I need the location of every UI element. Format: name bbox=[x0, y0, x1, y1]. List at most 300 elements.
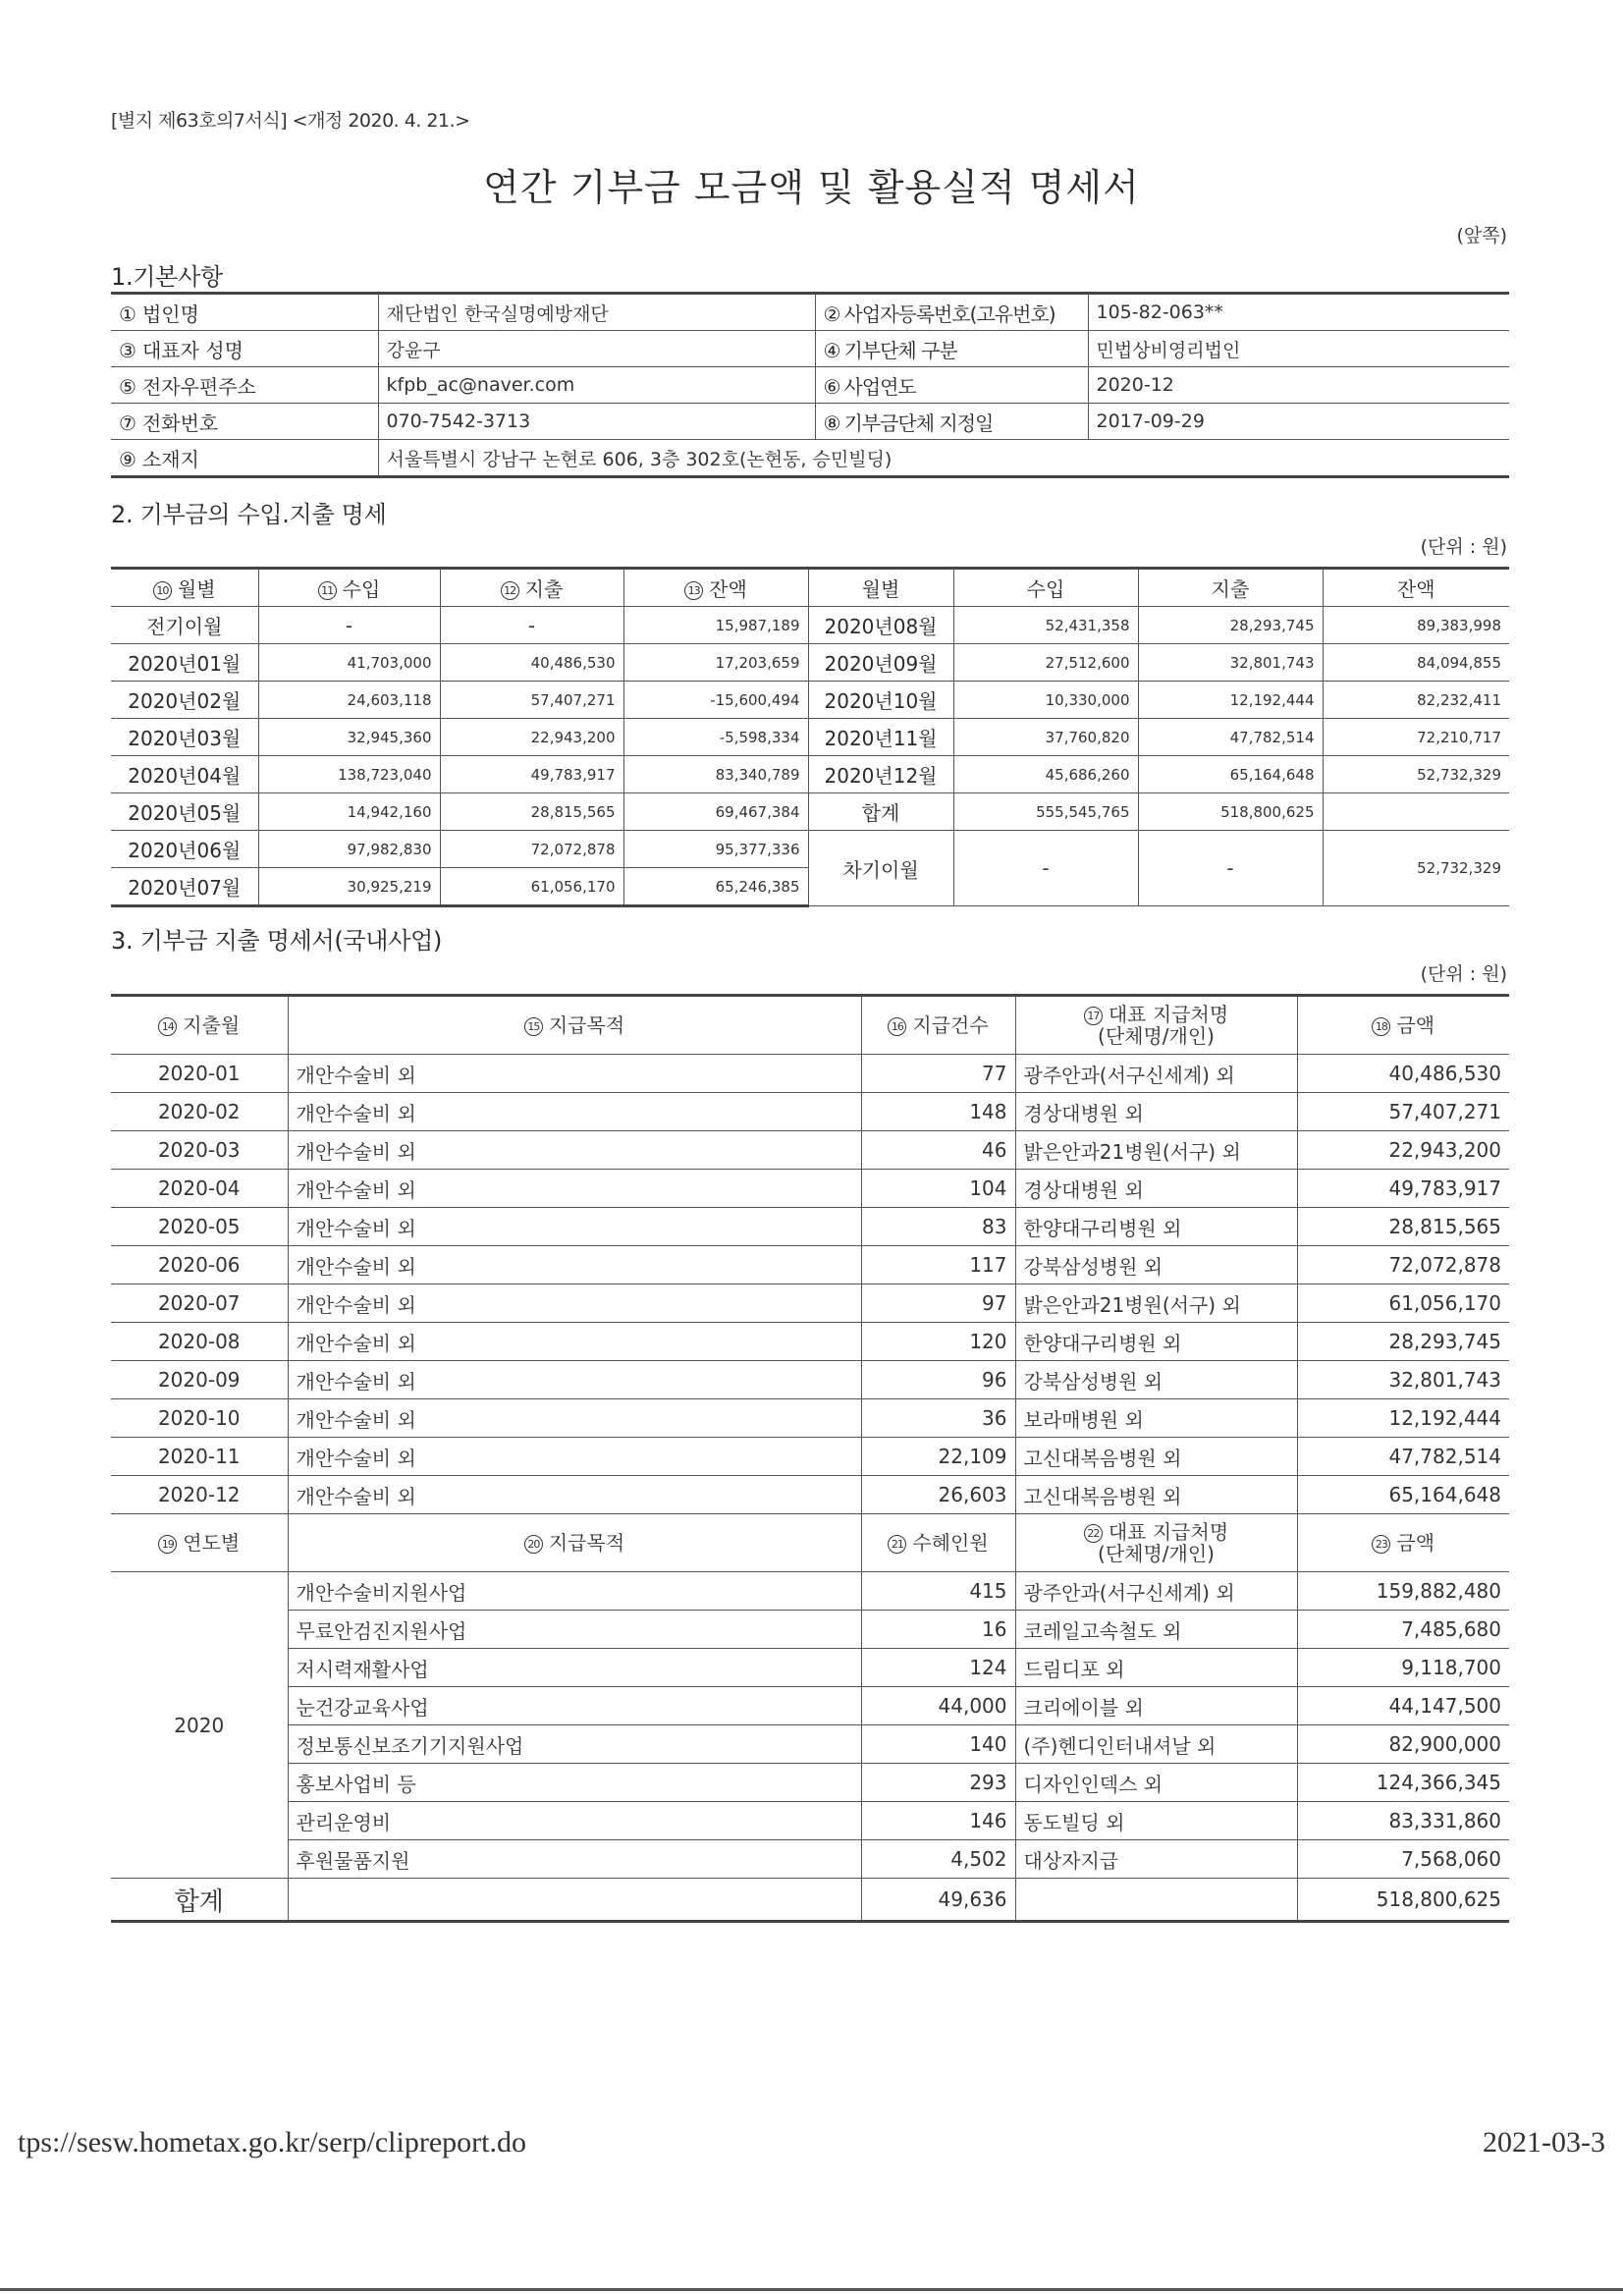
bottom-rule bbox=[0, 2288, 1623, 2291]
payee-cell: 한양대구리병원 외 bbox=[1015, 1208, 1297, 1246]
label-text: 잔액 bbox=[709, 577, 747, 601]
count-cell: 104 bbox=[861, 1170, 1015, 1208]
circled-number: 10 bbox=[153, 581, 172, 600]
month-cell: 2020-10 bbox=[111, 1399, 288, 1438]
label-text: 수입 bbox=[342, 577, 381, 601]
total-label: 합계 bbox=[111, 1879, 288, 1922]
payee-cell: 고신대복음병원 외 bbox=[1015, 1476, 1297, 1514]
column-header bbox=[258, 569, 440, 607]
expense-cell: 28,293,745 bbox=[1138, 607, 1323, 644]
amount-cell: 65,164,648 bbox=[1297, 1476, 1509, 1514]
payee-cell: 강북삼성병원 외 bbox=[1015, 1361, 1297, 1399]
header-line bbox=[1024, 1004, 1289, 1025]
balance-cell: 17,203,659 bbox=[623, 644, 808, 682]
section3-title: 3. 기부금 지출 명세서(국내사업) bbox=[111, 927, 443, 955]
header-row bbox=[111, 569, 1509, 607]
table-row bbox=[111, 682, 1509, 719]
purpose-cell: 개안수술비지원사업 bbox=[288, 1572, 861, 1611]
label-text: 수입 bbox=[1026, 577, 1065, 601]
table-row bbox=[111, 1802, 1509, 1840]
field-value: 2020-12 bbox=[1088, 367, 1509, 404]
count-cell: 120 bbox=[861, 1323, 1015, 1361]
table-row bbox=[111, 1093, 1509, 1131]
header-subtext: (단체명/개인) bbox=[1098, 1024, 1215, 1048]
purpose-cell: 개안수술비 외 bbox=[288, 1246, 861, 1285]
month-cell: 전기이월 bbox=[111, 607, 258, 644]
month-cell: 합계 bbox=[808, 793, 953, 831]
count-cell: 22,109 bbox=[861, 1438, 1015, 1476]
circled-number: 11 bbox=[318, 581, 337, 600]
field-label bbox=[815, 367, 1088, 404]
income-cell: - bbox=[258, 607, 440, 644]
field-number: ⑨ bbox=[119, 447, 136, 471]
page-side-label: (앞쪽) bbox=[1456, 225, 1507, 246]
column-header bbox=[1323, 569, 1509, 607]
month-cell: 2020년09월 bbox=[808, 644, 953, 682]
label-text: 수혜인원 bbox=[912, 1531, 989, 1555]
label-text: 사업연도 bbox=[843, 374, 916, 399]
month-cell: 2020-11 bbox=[111, 1438, 288, 1476]
purpose-cell: 개안수술비 외 bbox=[288, 1476, 861, 1514]
income-cell: 27,512,600 bbox=[953, 644, 1138, 682]
count-cell: 16 bbox=[861, 1611, 1015, 1649]
circled-number: 21 bbox=[888, 1535, 906, 1554]
count-cell: 4,502 bbox=[861, 1840, 1015, 1879]
circled-number: 20 bbox=[524, 1535, 543, 1554]
amount-cell: 9,118,700 bbox=[1297, 1649, 1509, 1687]
circled-number: 19 bbox=[158, 1535, 177, 1554]
month-cell: 2020-05 bbox=[111, 1208, 288, 1246]
table-row bbox=[111, 1572, 1509, 1611]
month-cell: 2020년04월 bbox=[111, 756, 258, 793]
income-cell: - bbox=[953, 831, 1138, 906]
purpose-cell: 홍보사업비 등 bbox=[288, 1764, 861, 1802]
count-cell: 146 bbox=[861, 1802, 1015, 1840]
expense-cell: - bbox=[1138, 831, 1323, 906]
purpose-cell: 개안수술비 외 bbox=[288, 1438, 861, 1476]
count-cell: 148 bbox=[861, 1093, 1015, 1131]
table-row bbox=[111, 1285, 1509, 1323]
field-label bbox=[111, 294, 378, 331]
payee-cell: 보라매병원 외 bbox=[1015, 1399, 1297, 1438]
table-row bbox=[111, 1323, 1509, 1361]
amount-cell: 7,485,680 bbox=[1297, 1611, 1509, 1649]
total-payee-empty bbox=[1015, 1879, 1297, 1922]
month-cell: 2020년02월 bbox=[111, 682, 258, 719]
table-row bbox=[111, 607, 1509, 644]
field-number: ⑧ bbox=[823, 410, 840, 435]
header-line bbox=[119, 1532, 280, 1554]
amount-cell: 61,056,170 bbox=[1297, 1285, 1509, 1323]
purpose-cell: 정보통신보조기기지원사업 bbox=[288, 1725, 861, 1764]
table-row bbox=[111, 1840, 1509, 1879]
purpose-cell: 개안수술비 외 bbox=[288, 1055, 861, 1093]
column-header bbox=[1015, 1514, 1297, 1572]
amount-cell: 40,486,530 bbox=[1297, 1055, 1509, 1093]
column-header bbox=[111, 1514, 288, 1572]
table-row bbox=[111, 1725, 1509, 1764]
month-cell: 2020-09 bbox=[111, 1361, 288, 1399]
field-number: ⑥ bbox=[823, 374, 840, 399]
table-row bbox=[111, 793, 1509, 831]
circled-number: 23 bbox=[1372, 1535, 1390, 1554]
section2-unit: (단위 : 원) bbox=[1420, 536, 1507, 558]
carry-forward-label: 차기이월 bbox=[808, 831, 953, 906]
info-row bbox=[111, 331, 1509, 367]
expense-cell: 12,192,444 bbox=[1138, 682, 1323, 719]
section2-title: 2. 기부금의 수입.지출 명세 bbox=[111, 501, 387, 528]
payee-cell: 드림디포 외 bbox=[1015, 1649, 1297, 1687]
field-number: ① bbox=[119, 301, 136, 326]
month-cell: 2020-03 bbox=[111, 1131, 288, 1170]
field-label bbox=[111, 404, 378, 440]
info-row bbox=[111, 367, 1509, 404]
field-label bbox=[815, 331, 1088, 367]
circled-number: 16 bbox=[888, 1017, 906, 1036]
amount-cell: 57,407,271 bbox=[1297, 1093, 1509, 1131]
field-number: ⑦ bbox=[119, 410, 136, 435]
purpose-cell: 무료안검진지원사업 bbox=[288, 1611, 861, 1649]
month-cell: 2020-08 bbox=[111, 1323, 288, 1361]
field-value: 105-82-063** bbox=[1088, 294, 1509, 331]
column-header bbox=[440, 569, 623, 607]
field-number: ② bbox=[823, 301, 840, 326]
amount-cell: 47,782,514 bbox=[1297, 1438, 1509, 1476]
form-number: [별지 제63호의7서식] <개정 2020. 4. 21.> bbox=[111, 110, 470, 132]
header-line bbox=[1024, 1521, 1289, 1543]
expense-cell: 518,800,625 bbox=[1138, 793, 1323, 831]
expense-cell: 47,782,514 bbox=[1138, 719, 1323, 756]
income-cell: 138,723,040 bbox=[258, 756, 440, 793]
column-header bbox=[953, 569, 1138, 607]
address-row bbox=[111, 440, 1509, 477]
payee-cell: 크리에이블 외 bbox=[1015, 1687, 1297, 1725]
label-text: 월별 bbox=[177, 577, 216, 601]
label-text: 금액 bbox=[1396, 1531, 1435, 1555]
field-label bbox=[815, 404, 1088, 440]
label-text: 금액 bbox=[1396, 1013, 1435, 1037]
count-cell: 117 bbox=[861, 1246, 1015, 1285]
field-number: ④ bbox=[823, 338, 840, 362]
header-line bbox=[297, 1532, 853, 1554]
payee-cell: 고신대복음병원 외 bbox=[1015, 1438, 1297, 1476]
field-value: 2017-09-29 bbox=[1088, 404, 1509, 440]
field-value: 강윤구 bbox=[378, 331, 815, 367]
balance-cell bbox=[1323, 793, 1509, 831]
count-cell: 26,603 bbox=[861, 1476, 1015, 1514]
income-cell: 24,603,118 bbox=[258, 682, 440, 719]
field-value: kfpb_ac@naver.com bbox=[378, 367, 815, 404]
label-text: 지출월 bbox=[183, 1013, 241, 1037]
footer-url: tps://sesw.hometax.go.kr/serp/clipreport.do bbox=[18, 2126, 526, 2159]
column-header bbox=[111, 569, 258, 607]
month-cell: 2020년12월 bbox=[808, 756, 953, 793]
payee-cell: 광주안과(서구신세계) 외 bbox=[1015, 1055, 1297, 1093]
expense-cell: 57,407,271 bbox=[440, 682, 623, 719]
table-row bbox=[111, 1399, 1509, 1438]
income-cell: 30,925,219 bbox=[258, 868, 440, 906]
circled-number: 12 bbox=[501, 581, 519, 600]
header-line bbox=[297, 1014, 853, 1036]
circled-number: 14 bbox=[158, 1017, 177, 1036]
field-number: ⑤ bbox=[119, 374, 136, 399]
label-text: 월별 bbox=[861, 577, 900, 601]
label-text: 기부금단체 지정일 bbox=[843, 410, 994, 435]
column-header bbox=[623, 569, 808, 607]
payee-cell: (주)헨디인터내셔날 외 bbox=[1015, 1725, 1297, 1764]
payee-cell: 강북삼성병원 외 bbox=[1015, 1246, 1297, 1285]
field-value: 재단법인 한국실명예방재단 bbox=[378, 294, 815, 331]
circled-number: 17 bbox=[1084, 1007, 1103, 1025]
payee-cell: 디자인인덱스 외 bbox=[1015, 1764, 1297, 1802]
payee-cell: 광주안과(서구신세계) 외 bbox=[1015, 1572, 1297, 1611]
table-row bbox=[111, 1764, 1509, 1802]
circled-number: 22 bbox=[1084, 1524, 1103, 1543]
table-row bbox=[111, 1361, 1509, 1399]
payee-cell: 밝은안과21병원(서구) 외 bbox=[1015, 1285, 1297, 1323]
payee-cell: 한양대구리병원 외 bbox=[1015, 1323, 1297, 1361]
amount-cell: 44,147,500 bbox=[1297, 1687, 1509, 1725]
header-line bbox=[119, 1014, 280, 1036]
amount-cell: 72,072,878 bbox=[1297, 1246, 1509, 1285]
count-cell: 97 bbox=[861, 1285, 1015, 1323]
month-cell: 2020년08월 bbox=[808, 607, 953, 644]
table-row bbox=[111, 1131, 1509, 1170]
header-line bbox=[1306, 1532, 1502, 1554]
month-cell: 2020년05월 bbox=[111, 793, 258, 831]
circled-number: 18 bbox=[1372, 1017, 1390, 1036]
expense-cell: 61,056,170 bbox=[440, 868, 623, 906]
count-cell: 293 bbox=[861, 1764, 1015, 1802]
purpose-cell: 관리운영비 bbox=[288, 1802, 861, 1840]
month-cell: 2020-06 bbox=[111, 1246, 288, 1285]
field-number: ③ bbox=[119, 338, 136, 362]
month-cell: 2020년03월 bbox=[111, 719, 258, 756]
income-cell: 41,703,000 bbox=[258, 644, 440, 682]
label-text: 지출 bbox=[1211, 577, 1250, 601]
balance-cell: 82,232,411 bbox=[1323, 682, 1509, 719]
header-row bbox=[111, 1514, 1509, 1572]
label-text: 전화번호 bbox=[141, 410, 219, 435]
header-line bbox=[1306, 1014, 1502, 1036]
balance-cell: 52,732,329 bbox=[1323, 831, 1509, 906]
count-cell: 36 bbox=[861, 1399, 1015, 1438]
income-cell: 37,760,820 bbox=[953, 719, 1138, 756]
basic-info-table bbox=[111, 292, 1509, 478]
count-cell: 46 bbox=[861, 1131, 1015, 1170]
section3-unit: (단위 : 원) bbox=[1420, 963, 1507, 985]
column-header bbox=[1297, 1514, 1509, 1572]
income-cell: 52,431,358 bbox=[953, 607, 1138, 644]
payee-cell: 코레일고속철도 외 bbox=[1015, 1611, 1297, 1649]
purpose-cell: 개안수술비 외 bbox=[288, 1323, 861, 1361]
circled-number: 13 bbox=[684, 581, 703, 600]
income-cell: 555,545,765 bbox=[953, 793, 1138, 831]
table-row bbox=[111, 1611, 1509, 1649]
total-amount: 518,800,625 bbox=[1297, 1879, 1509, 1922]
balance-cell: -15,600,494 bbox=[623, 682, 808, 719]
label-text: 사업자등록번호(고유번호) bbox=[843, 301, 1055, 326]
expense-cell: 65,164,648 bbox=[1138, 756, 1323, 793]
balance-cell: 65,246,385 bbox=[623, 868, 808, 906]
label-text: 대표 지급처명 bbox=[1108, 1003, 1229, 1026]
label-text: 기부단체 구분 bbox=[843, 338, 957, 362]
field-label bbox=[111, 331, 378, 367]
column-header bbox=[861, 996, 1015, 1055]
amount-cell: 49,783,917 bbox=[1297, 1170, 1509, 1208]
purpose-cell: 개안수술비 외 bbox=[288, 1399, 861, 1438]
purpose-cell: 개안수술비 외 bbox=[288, 1131, 861, 1170]
payee-cell: 경상대병원 외 bbox=[1015, 1170, 1297, 1208]
purpose-cell: 저시력재활사업 bbox=[288, 1649, 861, 1687]
income-cell: 32,945,360 bbox=[258, 719, 440, 756]
document-title: 연간 기부금 모금액 및 활용실적 명세서 bbox=[483, 166, 1140, 209]
payee-cell: 대상자지급 bbox=[1015, 1840, 1297, 1879]
label-text: 법인명 bbox=[141, 301, 199, 326]
table-row bbox=[111, 1687, 1509, 1725]
table-row bbox=[111, 719, 1509, 756]
table-row bbox=[111, 1476, 1509, 1514]
column-header bbox=[288, 996, 861, 1055]
table-row bbox=[111, 644, 1509, 682]
expense-cell: 40,486,530 bbox=[440, 644, 623, 682]
month-cell: 2020-02 bbox=[111, 1093, 288, 1131]
label-text: 지급건수 bbox=[912, 1013, 989, 1037]
column-header bbox=[1297, 996, 1509, 1055]
table-row bbox=[111, 756, 1509, 793]
purpose-cell: 개안수술비 외 bbox=[288, 1170, 861, 1208]
amount-cell: 32,801,743 bbox=[1297, 1361, 1509, 1399]
income-cell: 45,686,260 bbox=[953, 756, 1138, 793]
column-header bbox=[808, 569, 953, 607]
amount-cell: 159,882,480 bbox=[1297, 1572, 1509, 1611]
purpose-cell: 개안수술비 외 bbox=[288, 1361, 861, 1399]
table-row bbox=[111, 1246, 1509, 1285]
footer-date: 2021-03-3 bbox=[1483, 2126, 1605, 2159]
balance-cell: 95,377,336 bbox=[623, 831, 808, 868]
balance-cell: 83,340,789 bbox=[623, 756, 808, 793]
table-row bbox=[111, 1208, 1509, 1246]
header-line bbox=[870, 1532, 1007, 1554]
total-row bbox=[111, 1879, 1509, 1922]
column-header bbox=[288, 1514, 861, 1572]
table-row bbox=[111, 1170, 1509, 1208]
field-value: 민법상비영리법인 bbox=[1088, 331, 1509, 367]
count-cell: 96 bbox=[861, 1361, 1015, 1399]
balance-cell: -5,598,334 bbox=[623, 719, 808, 756]
month-cell: 2020-12 bbox=[111, 1476, 288, 1514]
income-expense-table bbox=[111, 567, 1509, 907]
field-label bbox=[111, 367, 378, 404]
header-subtext: (단체명/개인) bbox=[1098, 1542, 1215, 1565]
total-count: 49,636 bbox=[861, 1879, 1015, 1922]
purpose-cell: 개안수술비 외 bbox=[288, 1285, 861, 1323]
address-value: 서울특별시 강남구 논현로 606, 3층 302호(논현동, 승민빌딩) bbox=[378, 440, 1509, 477]
header-row bbox=[111, 996, 1509, 1055]
info-row bbox=[111, 294, 1509, 331]
balance-cell: 72,210,717 bbox=[1323, 719, 1509, 756]
count-cell: 415 bbox=[861, 1572, 1015, 1611]
expense-cell: 32,801,743 bbox=[1138, 644, 1323, 682]
amount-cell: 7,568,060 bbox=[1297, 1840, 1509, 1879]
section1-title: 1.기본사항 bbox=[111, 263, 223, 291]
label-text: 잔액 bbox=[1396, 577, 1435, 601]
month-cell: 2020년11월 bbox=[808, 719, 953, 756]
label-text: 소재지 bbox=[141, 447, 199, 471]
label-text: 연도별 bbox=[183, 1531, 241, 1555]
amount-cell: 22,943,200 bbox=[1297, 1131, 1509, 1170]
expense-cell: 22,943,200 bbox=[440, 719, 623, 756]
column-header bbox=[1138, 569, 1323, 607]
amount-cell: 12,192,444 bbox=[1297, 1399, 1509, 1438]
expense-cell: 72,072,878 bbox=[440, 831, 623, 868]
month-cell: 2020-04 bbox=[111, 1170, 288, 1208]
income-cell: 97,982,830 bbox=[258, 831, 440, 868]
column-header bbox=[861, 1514, 1015, 1572]
count-cell: 140 bbox=[861, 1725, 1015, 1764]
label-text: 지급목적 bbox=[548, 1531, 625, 1555]
month-cell: 2020년01월 bbox=[111, 644, 258, 682]
amount-cell: 82,900,000 bbox=[1297, 1725, 1509, 1764]
purpose-cell: 개안수술비 외 bbox=[288, 1093, 861, 1131]
expense-detail-table bbox=[111, 994, 1509, 1923]
balance-cell: 69,467,384 bbox=[623, 793, 808, 831]
balance-cell: 52,732,329 bbox=[1323, 756, 1509, 793]
info-row bbox=[111, 404, 1509, 440]
payee-cell: 동도빌딩 외 bbox=[1015, 1802, 1297, 1840]
label-text: 지출 bbox=[524, 577, 564, 601]
field-label bbox=[815, 294, 1088, 331]
table-row bbox=[111, 1055, 1509, 1093]
count-cell: 77 bbox=[861, 1055, 1015, 1093]
month-cell: 2020년06월 bbox=[111, 831, 258, 868]
table-row bbox=[111, 1438, 1509, 1476]
year-cell: 2020 bbox=[111, 1572, 288, 1879]
month-cell: 2020년07월 bbox=[111, 868, 258, 906]
total-purpose-empty bbox=[288, 1879, 861, 1922]
amount-cell: 124,366,345 bbox=[1297, 1764, 1509, 1802]
label-text: 지급목적 bbox=[548, 1013, 625, 1037]
amount-cell: 28,293,745 bbox=[1297, 1323, 1509, 1361]
balance-cell: 89,383,998 bbox=[1323, 607, 1509, 644]
field-value: 070-7542-3713 bbox=[378, 404, 815, 440]
amount-cell: 28,815,565 bbox=[1297, 1208, 1509, 1246]
month-cell: 2020-01 bbox=[111, 1055, 288, 1093]
table-row bbox=[111, 831, 1509, 868]
month-cell: 2020년10월 bbox=[808, 682, 953, 719]
month-cell: 2020-07 bbox=[111, 1285, 288, 1323]
payee-cell: 경상대병원 외 bbox=[1015, 1093, 1297, 1131]
expense-cell: - bbox=[440, 607, 623, 644]
header-line bbox=[870, 1014, 1007, 1036]
amount-cell: 83,331,860 bbox=[1297, 1802, 1509, 1840]
column-header bbox=[111, 996, 288, 1055]
expense-cell: 28,815,565 bbox=[440, 793, 623, 831]
purpose-cell: 후원물품지원 bbox=[288, 1840, 861, 1879]
count-cell: 83 bbox=[861, 1208, 1015, 1246]
label-text: 전자우편주소 bbox=[141, 374, 256, 399]
purpose-cell: 눈건강교육사업 bbox=[288, 1687, 861, 1725]
income-cell: 14,942,160 bbox=[258, 793, 440, 831]
income-cell: 10,330,000 bbox=[953, 682, 1138, 719]
purpose-cell: 개안수술비 외 bbox=[288, 1208, 861, 1246]
count-cell: 124 bbox=[861, 1649, 1015, 1687]
table-row bbox=[111, 1649, 1509, 1687]
circled-number: 15 bbox=[524, 1017, 543, 1036]
balance-cell: 84,094,855 bbox=[1323, 644, 1509, 682]
count-cell: 44,000 bbox=[861, 1687, 1015, 1725]
label-text: 대표자 성명 bbox=[141, 338, 243, 362]
